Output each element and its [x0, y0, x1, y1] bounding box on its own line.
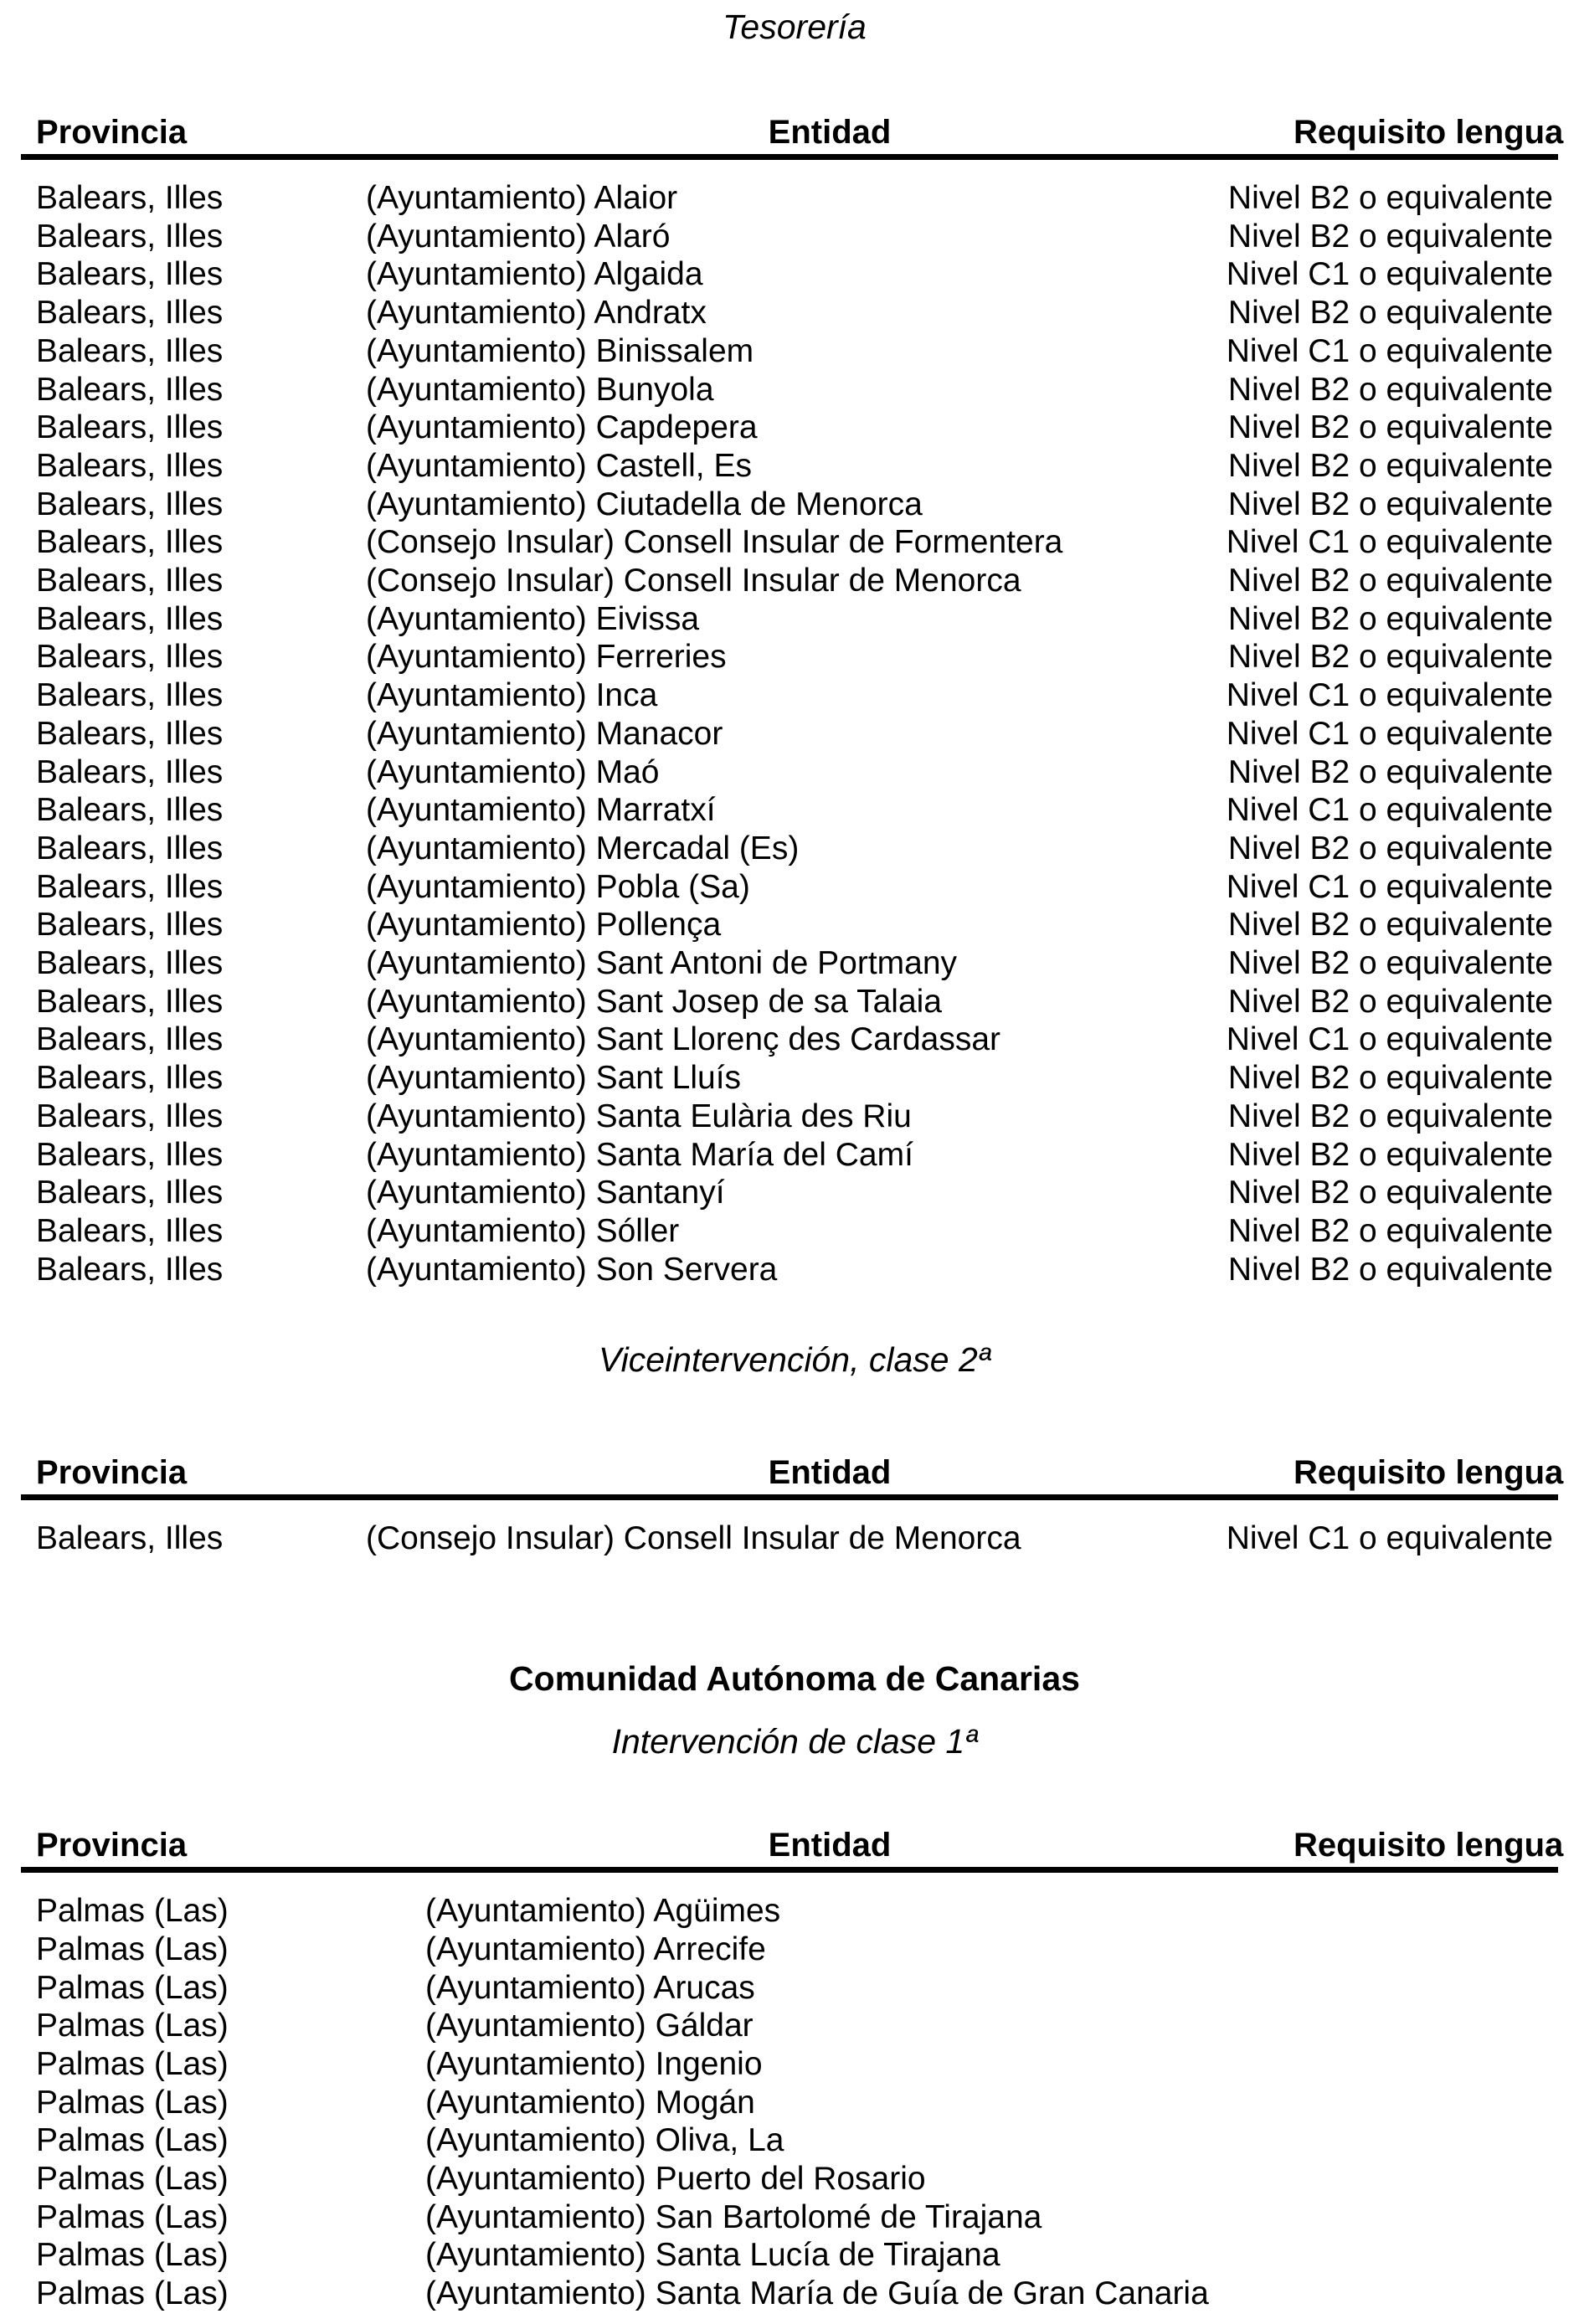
cell-provincia: Balears, Illes: [36, 677, 224, 714]
cell-provincia: Balears, Illes: [36, 830, 224, 866]
cell-provincia: Palmas (Las): [36, 2161, 229, 2198]
cell-entidad: (Ayuntamiento) Sant Antoni de Portmany: [366, 945, 958, 982]
cell-requisito: Nivel C1 o equivalente: [1226, 332, 1553, 369]
table-row: [36, 1021, 1553, 1059]
cell-entidad: (Ayuntamiento) Bunyola: [366, 371, 714, 408]
column-header-requisito: Requisito lengua: [1294, 1454, 1564, 1492]
cell-requisito: Nivel C1 o equivalente: [1226, 256, 1553, 293]
column-header-entidad: Entidad: [768, 1827, 892, 1864]
cell-requisito: Nivel B2 o equivalente: [1227, 447, 1553, 484]
cell-entidad: (Ayuntamiento) Santa María del Camí: [366, 1136, 913, 1173]
cell-provincia: Balears, Illes: [36, 563, 224, 599]
cell-entidad: (Consejo Insular) Consell Insular de Menorca: [366, 1520, 1021, 1557]
column-header-provincia: Provincia: [36, 1454, 188, 1492]
cell-requisito: Nivel B2 o equivalente: [1227, 1212, 1553, 1249]
table-row: [36, 906, 1553, 944]
cell-provincia: Balears, Illes: [36, 1520, 224, 1557]
cell-entidad: (Ayuntamiento) Eivissa: [366, 600, 700, 637]
cell-requisito: Nivel C1 o equivalente: [1226, 868, 1553, 905]
cell-entidad: (Ayuntamiento) Puerto del Rosario: [425, 2161, 926, 2198]
cell-entidad: (Ayuntamiento) Ferreries: [366, 639, 727, 676]
column-header-entidad: Entidad: [768, 114, 892, 151]
table-row: [36, 1892, 1553, 1931]
cell-requisito: Nivel B2 o equivalente: [1227, 180, 1553, 216]
table-row: [36, 676, 1553, 715]
cell-requisito: Nivel C1 o equivalente: [1226, 792, 1553, 829]
cell-provincia: Palmas (Las): [36, 1931, 229, 1967]
cell-provincia: Palmas (Las): [36, 1893, 229, 1930]
cell-entidad: (Ayuntamiento) Castell, Es: [366, 447, 752, 484]
cell-requisito: Nivel B2 o equivalente: [1227, 1175, 1553, 1211]
table-row: [36, 2045, 1553, 2084]
cell-entidad: (Ayuntamiento) Agüimes: [425, 1893, 781, 1930]
table-row: [36, 2275, 1553, 2313]
cell-provincia: Palmas (Las): [36, 2008, 229, 2044]
cell-entidad: (Ayuntamiento) Maó: [366, 753, 660, 790]
cell-provincia: Balears, Illes: [36, 486, 224, 522]
cell-provincia: Balears, Illes: [36, 180, 224, 216]
table-row: [36, 447, 1553, 486]
table-row: [36, 868, 1553, 907]
cell-entidad: (Ayuntamiento) Sant Llorenç des Cardassar: [366, 1021, 1001, 1058]
cell-provincia: Balears, Illes: [36, 868, 224, 905]
table-row: [36, 1174, 1553, 1212]
column-header-provincia: Provincia: [36, 114, 188, 151]
table-row: [36, 791, 1553, 830]
section-title-intervencion: Intervención de clase 1ª: [611, 1722, 978, 1761]
table-row: [36, 944, 1553, 983]
cell-provincia: Palmas (Las): [36, 2275, 229, 2312]
cell-entidad: (Ayuntamiento) Mogán: [425, 2084, 755, 2121]
cell-requisito: Nivel B2 o equivalente: [1227, 371, 1553, 408]
cell-entidad: (Ayuntamiento) Alaró: [366, 218, 671, 255]
table-row: [36, 1098, 1553, 1136]
cell-entidad: (Ayuntamiento) Pobla (Sa): [366, 868, 750, 905]
cell-requisito: Nivel C1 o equivalente: [1226, 677, 1553, 714]
table-row: [36, 1931, 1553, 1969]
cell-entidad: (Ayuntamiento) Son Servera: [366, 1251, 778, 1288]
table-row: [36, 715, 1553, 753]
cell-provincia: Balears, Illes: [36, 1175, 224, 1211]
cell-provincia: Balears, Illes: [36, 371, 224, 408]
cell-requisito: Nivel B2 o equivalente: [1227, 1251, 1553, 1288]
table-row: [36, 294, 1553, 332]
column-header-requisito: Requisito lengua: [1294, 1827, 1564, 1864]
cell-provincia: Balears, Illes: [36, 1098, 224, 1134]
cell-provincia: Balears, Illes: [36, 1136, 224, 1173]
table-3-header: [36, 1826, 1564, 1864]
cell-provincia: Balears, Illes: [36, 1060, 224, 1097]
cell-provincia: Balears, Illes: [36, 1251, 224, 1288]
table-row: [36, 2007, 1553, 2045]
cell-entidad: (Ayuntamiento) San Bartolomé de Tirajana: [425, 2198, 1042, 2235]
section-title-viceintervencion: Viceintervención, clase 2ª: [599, 1340, 990, 1380]
cell-entidad: (Ayuntamiento) Santa María de Guía de Gran Canaria: [425, 2275, 1209, 2312]
cell-requisito: Nivel B2 o equivalente: [1227, 639, 1553, 676]
cell-entidad: (Ayuntamiento) Mercadal (Es): [366, 830, 800, 866]
cell-provincia: Balears, Illes: [36, 1212, 224, 1249]
cell-entidad: (Consejo Insular) Consell Insular de Menorca: [366, 563, 1021, 599]
cell-entidad: (Ayuntamiento) Manacor: [366, 715, 723, 752]
table-row: [36, 179, 1553, 218]
cell-requisito: Nivel B2 o equivalente: [1227, 945, 1553, 982]
cell-provincia: Balears, Illes: [36, 256, 224, 293]
cell-provincia: Balears, Illes: [36, 983, 224, 1020]
cell-entidad: (Ayuntamiento) Santa Eulària des Riu: [366, 1098, 912, 1134]
table-row: [36, 218, 1553, 256]
table-row: [36, 2160, 1553, 2198]
table-row: [36, 2084, 1553, 2122]
cell-requisito: Nivel B2 o equivalente: [1227, 409, 1553, 446]
table-3-body: [36, 1873, 1553, 2313]
cell-requisito: Nivel B2 o equivalente: [1227, 295, 1553, 332]
cell-provincia: Balears, Illes: [36, 945, 224, 982]
cell-requisito: Nivel B2 o equivalente: [1227, 600, 1553, 637]
cell-requisito: Nivel B2 o equivalente: [1227, 753, 1553, 790]
column-header-requisito: Requisito lengua: [1294, 114, 1564, 151]
table-row: [36, 523, 1553, 562]
cell-entidad: (Ayuntamiento) Sant Lluís: [366, 1060, 742, 1097]
table-row: [36, 2198, 1553, 2237]
table-row: [36, 409, 1553, 447]
cell-entidad: (Ayuntamiento) Algaida: [366, 256, 703, 293]
cell-entidad: (Ayuntamiento) Andratx: [366, 295, 707, 332]
table-row: [36, 486, 1553, 524]
table-row: [36, 2236, 1553, 2275]
table-2-body: [36, 1500, 1553, 1558]
cell-provincia: Balears, Illes: [36, 639, 224, 676]
cell-entidad: (Ayuntamiento) Inca: [366, 677, 658, 714]
table-2-header-rule: [21, 1494, 1558, 1500]
section-title-comunidad-canarias: Comunidad Autónoma de Canarias: [509, 1659, 1080, 1699]
table-row: [36, 371, 1553, 409]
table-row: [36, 2121, 1553, 2160]
table-3-header-rule: [21, 1867, 1558, 1873]
cell-entidad: (Ayuntamiento) Sóller: [366, 1212, 680, 1249]
cell-provincia: Balears, Illes: [36, 907, 224, 943]
cell-provincia: Balears, Illes: [36, 295, 224, 332]
column-header-provincia: Provincia: [36, 1827, 188, 1864]
cell-entidad: (Ayuntamiento) Santanyí: [366, 1175, 725, 1211]
cell-provincia: Palmas (Las): [36, 1969, 229, 2006]
cell-requisito: Nivel B2 o equivalente: [1227, 983, 1553, 1020]
cell-provincia: Balears, Illes: [36, 600, 224, 637]
cell-entidad: (Ayuntamiento) Marratxí: [366, 792, 716, 829]
cell-requisito: Nivel B2 o equivalente: [1227, 1098, 1553, 1134]
cell-requisito: Nivel C1 o equivalente: [1226, 1520, 1553, 1557]
cell-entidad: (Ayuntamiento) Binissalem: [366, 332, 754, 369]
cell-entidad: (Ayuntamiento) Ciutadella de Menorca: [366, 486, 923, 522]
table-row: [36, 1136, 1553, 1175]
cell-provincia: Balears, Illes: [36, 1021, 224, 1058]
cell-entidad: (Ayuntamiento) Ingenio: [425, 2045, 763, 2082]
cell-requisito: Nivel B2 o equivalente: [1227, 218, 1553, 255]
cell-requisito: Nivel B2 o equivalente: [1227, 1060, 1553, 1097]
table-row: [36, 600, 1553, 639]
table-row: [36, 1969, 1553, 2008]
section-title-tesoreria: Tesorería: [723, 8, 867, 46]
column-header-entidad: Entidad: [768, 1454, 892, 1492]
cell-entidad: (Ayuntamiento) Oliva, La: [425, 2122, 784, 2159]
cell-requisito: Nivel C1 o equivalente: [1226, 715, 1553, 752]
cell-requisito: Nivel B2 o equivalente: [1227, 563, 1553, 599]
cell-entidad: (Ayuntamiento) Arrecife: [425, 1931, 766, 1967]
cell-provincia: Palmas (Las): [36, 2122, 229, 2159]
table-row: [36, 638, 1553, 676]
cell-provincia: Balears, Illes: [36, 753, 224, 790]
cell-provincia: Balears, Illes: [36, 447, 224, 484]
cell-requisito: Nivel B2 o equivalente: [1227, 1136, 1553, 1173]
cell-provincia: Balears, Illes: [36, 715, 224, 752]
cell-entidad: (Ayuntamiento) Alaior: [366, 180, 678, 216]
table-row: [36, 332, 1553, 371]
cell-provincia: Balears, Illes: [36, 524, 224, 561]
cell-requisito: Nivel B2 o equivalente: [1227, 907, 1553, 943]
cell-entidad: (Ayuntamiento) Sant Josep de sa Talaia: [366, 983, 942, 1020]
table-1-body: [36, 160, 1553, 1288]
cell-entidad: (Consejo Insular) Consell Insular de Formentera: [366, 524, 1063, 561]
cell-provincia: Balears, Illes: [36, 332, 224, 369]
table-row: [36, 983, 1553, 1021]
cell-entidad: (Ayuntamiento) Santa Lucía de Tirajana: [425, 2237, 1000, 2274]
cell-requisito: Nivel C1 o equivalente: [1226, 1021, 1553, 1058]
table-row: [36, 562, 1553, 600]
cell-provincia: Balears, Illes: [36, 792, 224, 829]
table-row: [36, 1251, 1553, 1289]
cell-entidad: (Ayuntamiento) Capdepera: [366, 409, 758, 446]
cell-entidad: (Ayuntamiento) Pollença: [366, 907, 722, 943]
table-1-header-rule: [21, 154, 1558, 160]
table-row: [36, 1059, 1553, 1098]
cell-entidad: (Ayuntamiento) Gáldar: [425, 2008, 753, 2044]
table-row: [36, 753, 1553, 792]
table-row: [36, 1212, 1553, 1251]
cell-provincia: Balears, Illes: [36, 218, 224, 255]
cell-provincia: Palmas (Las): [36, 2198, 229, 2235]
table-row: [36, 830, 1553, 868]
cell-provincia: Palmas (Las): [36, 2084, 229, 2121]
cell-requisito: Nivel C1 o equivalente: [1226, 524, 1553, 561]
table-2-header: [36, 1453, 1564, 1492]
cell-provincia: Palmas (Las): [36, 2045, 229, 2082]
cell-entidad: (Ayuntamiento) Arucas: [425, 1969, 755, 2006]
cell-requisito: Nivel B2 o equivalente: [1227, 830, 1553, 866]
table-row: [36, 255, 1553, 294]
cell-requisito: Nivel B2 o equivalente: [1227, 486, 1553, 522]
cell-provincia: Palmas (Las): [36, 2237, 229, 2274]
table-1-header: [36, 113, 1564, 152]
cell-provincia: Balears, Illes: [36, 409, 224, 446]
table-row: [36, 1519, 1553, 1558]
